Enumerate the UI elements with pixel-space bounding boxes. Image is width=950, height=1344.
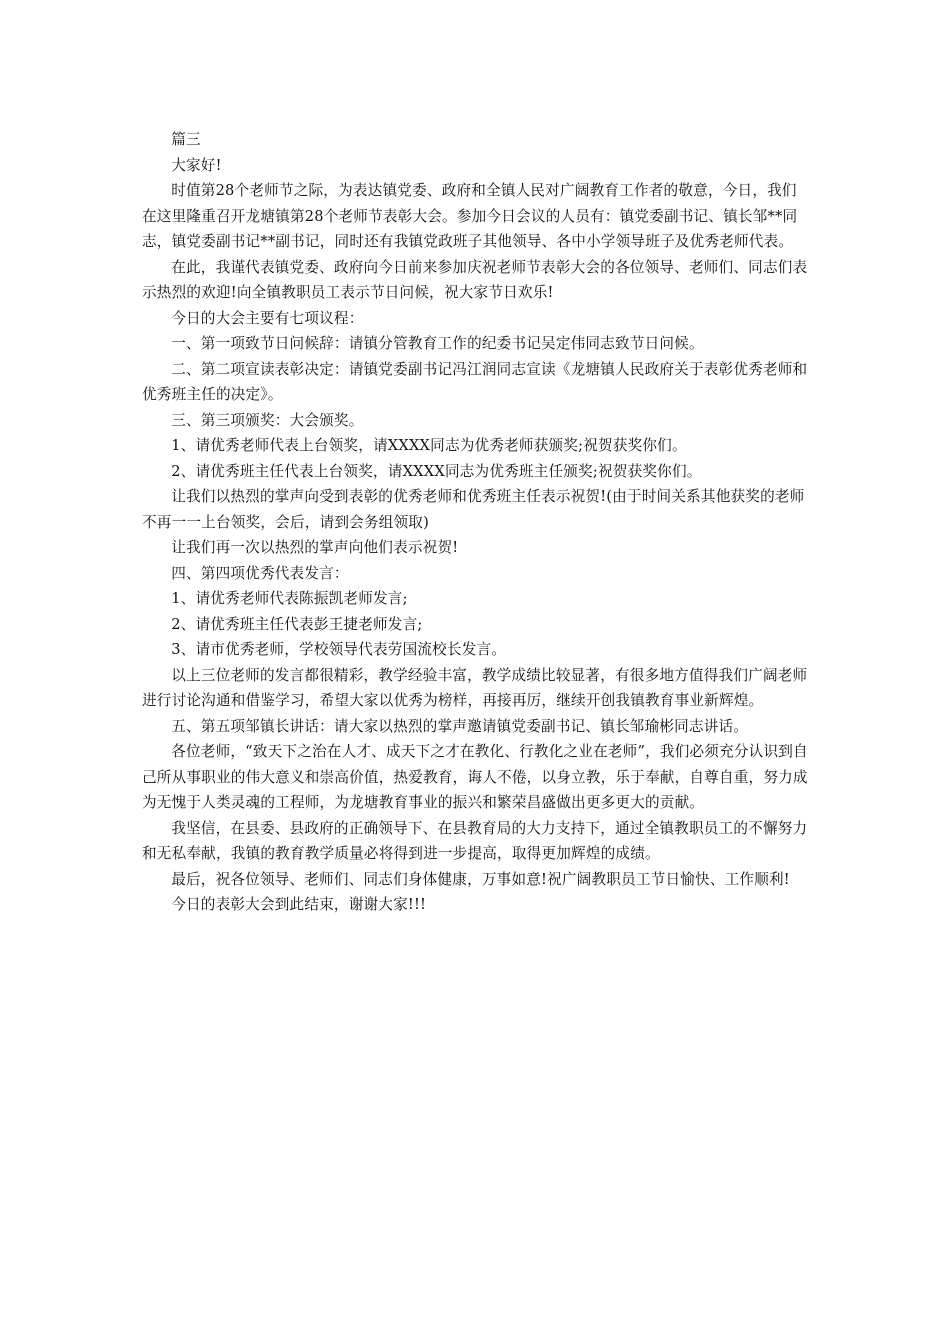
greeting: 大家好! xyxy=(171,156,222,174)
speech-step-3: 3、请市优秀老师，学校领导代表劳国流校长发言。 xyxy=(171,641,507,658)
paragraph-agenda-intro: 今日的大会主要有七项议程： xyxy=(171,309,364,327)
paragraph-speech-summary: 以上三位老师的发言都很精彩，教学经验丰富，教学成绩比较显著，有很多地方值得我们广阔老师进行讨论沟通和借鉴学习，希望大家以优秀为榜样，再接再厉，继续开创我镇教育事业新辉煌。 xyxy=(142,666,808,709)
agenda-item-5: 五、第五项邹镇长讲话：请大家以热烈的掌声邀请镇党委副书记、镇长邹瑜彬同志讲话。 xyxy=(171,717,749,735)
paragraph-applause: 让我们再一次以热烈的掌声向他们表示祝贺! xyxy=(171,539,459,556)
speech-step-1: 1、请优秀老师代表陈振凯老师发言; xyxy=(171,590,408,607)
document-body xyxy=(142,127,810,918)
paragraph-belief: 我坚信，在县委、县政府的正确领导下、在县教育局的大力支持下，通过全镇教职员工的不懈努力和无私奉献，我镇的教育教学质量必将得到进一步提高，取得更加辉煌的成绩。 xyxy=(142,819,808,862)
agenda-item-4: 四、第四项优秀代表发言： xyxy=(171,564,349,582)
agenda-item-2: 二、第二项宣读表彰决定：请镇党委副书记冯江润同志宣读《龙塘镇人民政府关于表彰优秀老师和优秀班主任的决定》。 xyxy=(142,360,808,403)
speech-step-2: 2、请优秀班主任代表彭王捷老师发言; xyxy=(171,615,423,633)
agenda-item-3: 三、第三项颁奖：大会颁奖。 xyxy=(171,411,364,429)
section-title: 篇三 xyxy=(171,131,201,148)
paragraph-congratulation: 让我们以热烈的掌声向受到表彰的优秀老师和优秀班主任表示祝贺!(由于时间关系其他获奖的老师不再一一上台领奖，会后，请到会务组领取) xyxy=(142,488,805,531)
paragraph-wishes: 最后，祝各位领导、老师们、同志们身体健康，万事如意!祝广阔教职员工节日愉快、工作顺利! xyxy=(171,870,790,888)
paragraph-closing: 今日的表彰大会到此结束，谢谢大家!!! xyxy=(171,896,427,913)
award-step-2: 2、请优秀班主任代表上台领奖，请XXXX同志为优秀班主任颁奖;祝贺获奖你们。 xyxy=(171,462,702,480)
paragraph-teachers: 各位老师，“致天下之治在人才、成天下之才在教化、行教化之业在老师”，我们必须充分认识到自己所从事职业的伟大意义和崇高价值，热爱教育，诲人不倦，以身立教，乐于奉献，自尊自重，努力成为无愧于人类灵魂的工程师，为龙塘教育事业的振兴和繁荣昌盛做出更多更大的贡献。 xyxy=(142,743,808,811)
paragraph-welcome: 在此，我谨代表镇党委、政府向今日前来参加庆祝老师节表彰大会的各位领导、老师们、同志们表示热烈的欢迎!向全镇教职员工表示节日问候，祝大家节日欢乐! xyxy=(142,258,808,301)
paragraph-intro: 时值第28个老师节之际，为表达镇党委、政府和全镇人民对广阔教育工作者的敬意，今日，我们在这里隆重召开龙塘镇第28个老师节表彰大会。参加今日会议的人员有：镇党委副书记、镇长邹**同志，镇党委副书记**副书记，同时还有我镇党政班子其他领导、各中小学领导班子及优秀老师代表。 xyxy=(142,182,798,250)
award-step-1: 1、请优秀老师代表上台领奖，请XXXX同志为优秀老师获颁奖;祝贺获奖你们。 xyxy=(171,437,687,454)
agenda-item-1: 一、第一项致节日问候辞：请镇分管教育工作的纪委书记吴定伟同志致节日问候。 xyxy=(171,335,704,352)
